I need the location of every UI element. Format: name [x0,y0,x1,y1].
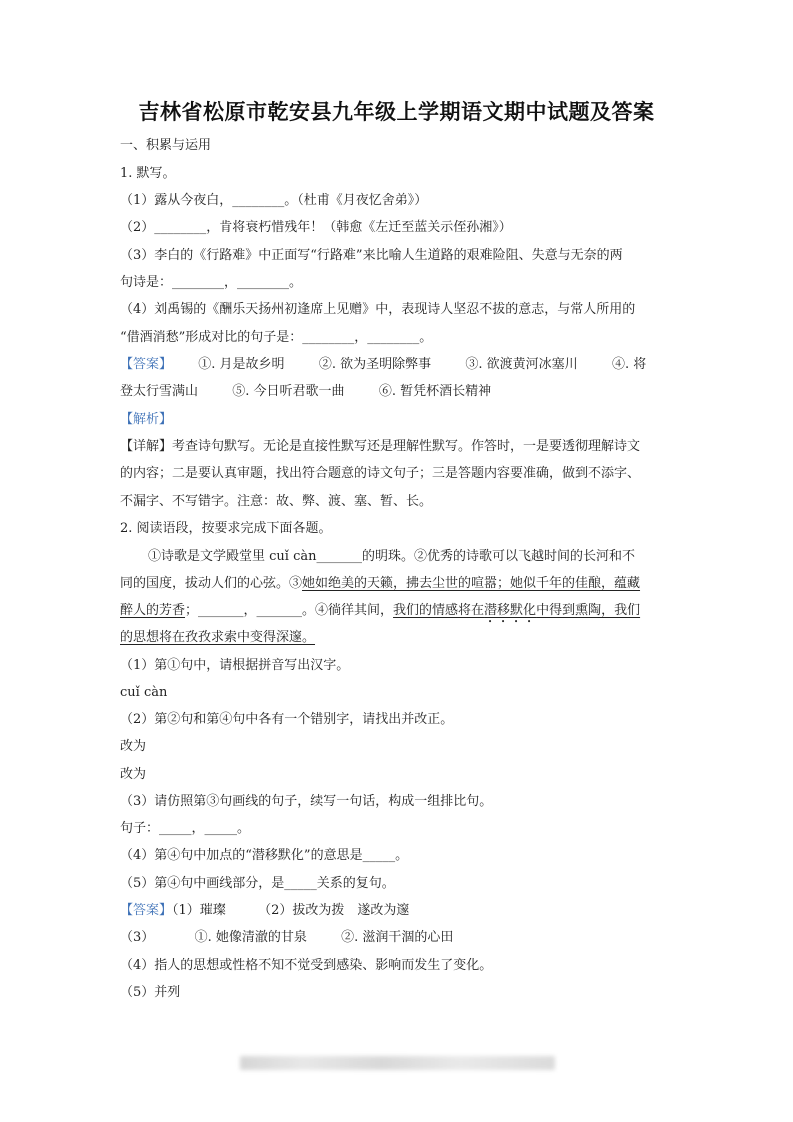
blurred-footer [240,1056,555,1070]
answer-tag: 【答案】 [120,903,173,918]
sub-question-2: （2）第②句和第④句中各有一个错别字，请找出并改正。 [120,712,454,727]
analysis-tag: 【解析】 [120,412,173,427]
passage-text: ①诗歌是文学殿堂里 cuǐ càn [148,549,317,564]
section-heading: 一、积累与运用 [120,138,212,153]
passage-line-2 [120,575,640,593]
detail-text: 考查诗句默写。无论是直接性默写还是理解性默写。作答时，一是要透彻理解诗文 [172,439,641,454]
answer-item: ①. 她像清澈的甘泉 [194,930,307,945]
passage-line-1 [148,548,635,566]
detail-line-3: 不漏字、不写错字。注意：故、弊、渡、塞、暂、长。 [120,494,433,509]
page-title: 吉林省松原市乾安县九年级上学期语文期中试题及答案 [138,100,655,124]
question-1-item-1: （1）露从今夜白，________。（杜甫《月夜忆舍弟》） [120,193,428,208]
passage-text: 同的国度，拔动人们的心弦。③ [120,576,303,591]
question-2-answer-row-3: （4）指人的思想或性格不知不觉受到感染、影响而发生了变化。 [120,958,493,973]
question-1-item-2: （2）________，肯将衰朽惜残年！（韩愈《左迁至蓝关示侄孙湘》） [120,220,512,235]
sub-question-1: （1）第①句中，请根据拼音写出汉字。 [120,658,350,673]
answer-item: ④. 将 [611,357,647,372]
sub-question-4: （4）第④句中加点的“潜移默化”的意思是_____。 [120,848,409,863]
answer-item: ⑤. 今日听君歌一曲 [232,384,345,399]
underlined-clause: 我们的情感将在 [393,603,485,618]
question-1-item-3: （3）李白的《行路难》中正面写“行路难”来比喻人生道路的艰难险阻、失意与无奈的两 [120,248,623,263]
answer-item: ⑥. 暂凭杯酒长精神 [378,384,492,399]
underlined-sentence: 她如绝美的天籁，拂去尘世的喧嚣；她似千年的佳酿，蕴藏 [302,576,641,591]
question-2-answer-row-2 [120,929,453,947]
question-2-answer-row-1 [120,902,409,920]
answer-item: ③. 欲渡黄河冰塞川 [465,357,578,372]
question-1-item-4-cont: “借酒消愁”形成对比的句子是：________，________。 [120,330,433,345]
question-1-item-4: （4）刘禹锡的《酬乐天扬州初逢席上见赠》中，表现诗人坚忍不拔的意志，与常人所用的 [120,302,636,317]
question-1-answer-row-1 [120,356,646,374]
answer-item: （3） [120,930,155,945]
underlined-sentence: 醉人的芳香 [120,603,186,618]
detail-tag: 【详解】 [120,439,173,454]
passage-text: _______的明珠。②优秀的诗歌可以飞越时间的长河和不 [316,549,635,564]
sub-question-3-answer: 句子：_____，_____。 [120,821,251,836]
answer-item: ②. 滋润干涸的心田 [341,930,454,945]
answer-item: ①. 月是故乡明 [198,357,285,372]
passage-line-3 [120,602,640,626]
passage-text: ；_______，_______。④徜徉其间， [185,603,394,618]
answer-item: 登太行雪满山 [120,384,199,399]
question-1-item-3-cont: 句诗是：________，________。 [120,275,303,290]
question-2-stem: 2. 阅读语段，按要求完成下面各题。 [120,521,332,536]
dotted-phrase: 潜移默化 [484,603,537,618]
passage-line-4 [120,629,315,647]
answer-item: ②. 欲为圣明除弊事 [318,357,432,372]
question-1-answer-row-2 [120,383,491,401]
detail-line-2: 的内容；二是要认真审题，找出符合题意的诗文句子；三是答题内容要准确，做到不添字、 [120,466,641,481]
answer-item: （1）璀璨 [172,903,226,918]
sub-question-5: （5）第④句中画线部分，是_____关系的复句。 [120,876,395,891]
answer-item: （2）拔改为拨 遂改为邃 [258,903,410,918]
underlined-clause: 中得到熏陶，我们 [536,603,641,618]
question-1-stem: 1. 默写。 [120,166,176,181]
question-2-answer-row-4: （5）并列 [120,985,181,1000]
answer-tag: 【答案】 [120,357,173,372]
fix-line-1: 改为 [120,739,147,754]
fix-line-2: 改为 [120,767,147,782]
underlined-clause: 的思想将在孜孜求索中变得深邃。 [120,630,316,645]
detail-line-1 [120,438,640,456]
pinyin-text: cuǐ càn [120,685,168,700]
sub-question-3: （3）请仿照第③句画线的句子，续写一句话，构成一组排比句。 [120,794,493,809]
